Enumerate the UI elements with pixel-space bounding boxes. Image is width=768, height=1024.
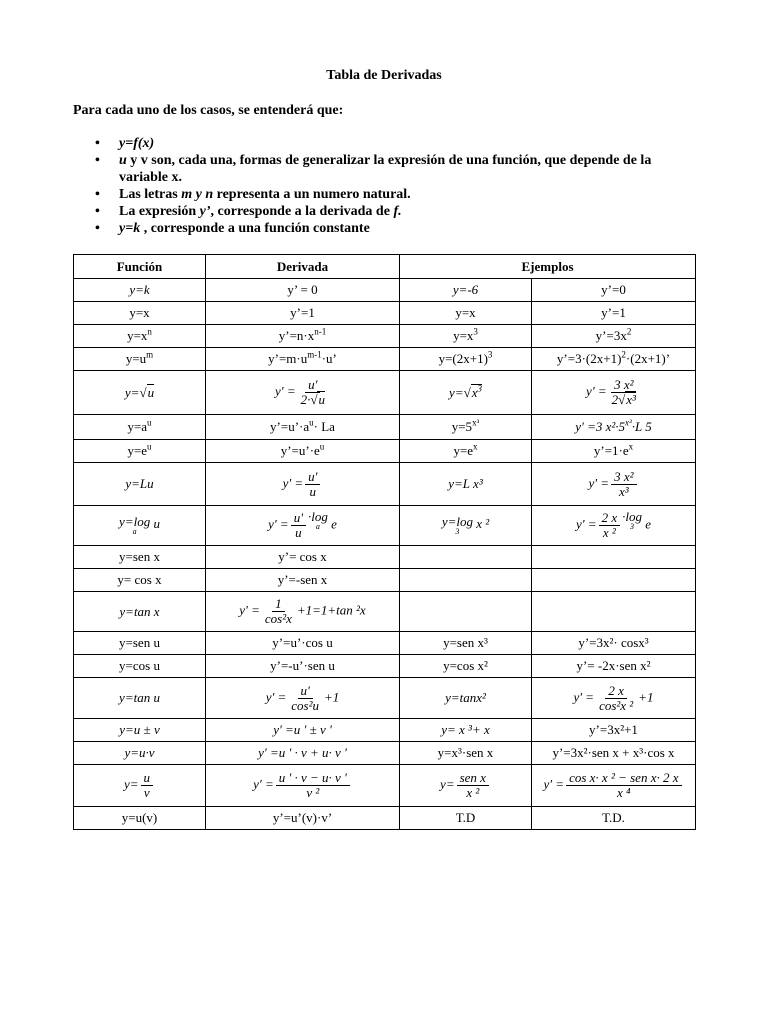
sqrt-icon: √ bbox=[139, 384, 147, 400]
numerator: u ' · v − u· v ' bbox=[276, 771, 350, 786]
sqrt-icon: √ bbox=[463, 384, 471, 400]
definition-text: Las letras bbox=[119, 187, 182, 202]
cell-text: y' = bbox=[268, 516, 289, 532]
superscript: 3 bbox=[473, 326, 478, 337]
cell-text: y’=u’·e bbox=[280, 443, 320, 458]
denominator: x ² bbox=[602, 525, 616, 540]
fraction bbox=[262, 597, 295, 626]
denominator: v bbox=[143, 785, 150, 800]
cell-text: y' = bbox=[575, 516, 597, 532]
cell-text: y=u bbox=[125, 351, 147, 366]
cell-text: y=k bbox=[129, 282, 150, 297]
cell-text: y=log bbox=[119, 513, 151, 529]
definition-text: y v son, cada una, formas de generalizar la expresión de una función, que depende de la variable x. bbox=[119, 153, 652, 185]
cell-funcion: y=cos u bbox=[74, 655, 206, 678]
cell-ejemplo-derivada bbox=[532, 463, 696, 506]
cell-text: 2 bbox=[611, 392, 619, 407]
radicand: u bbox=[318, 392, 325, 407]
numerator: 1 bbox=[272, 597, 285, 612]
denominator: u bbox=[309, 483, 317, 499]
cell-derivada bbox=[206, 592, 400, 632]
cell-ejemplo-derivada bbox=[532, 765, 696, 807]
cell-text: x ² bbox=[472, 515, 490, 531]
cell-text: +1 bbox=[638, 688, 654, 704]
superscript: x bbox=[628, 441, 634, 452]
superscript: n-1 bbox=[314, 326, 327, 337]
definitions-list bbox=[95, 135, 695, 237]
numerator: u' bbox=[291, 511, 306, 526]
cell-ejemplo bbox=[400, 546, 532, 569]
cell-funcion: y=u ± v bbox=[74, 719, 206, 742]
definition-item bbox=[95, 203, 695, 220]
cell-funcion: y=u·v bbox=[74, 742, 206, 765]
cell-ejemplo: T.D bbox=[400, 807, 532, 830]
cell-text: y' = bbox=[265, 688, 287, 704]
cell-derivada bbox=[206, 440, 400, 463]
cell-derivada: y' =u ' · v + u· v ' bbox=[206, 742, 400, 765]
table-row bbox=[74, 807, 696, 830]
cell-ejemplo-derivada: y’=1 bbox=[532, 302, 696, 325]
cell-text: e bbox=[641, 516, 651, 532]
cell-text: y’=n·x bbox=[278, 328, 315, 343]
cell-ejemplo bbox=[400, 765, 532, 807]
definition-item bbox=[95, 186, 695, 203]
table-row bbox=[74, 632, 696, 655]
cell-derivada: y' =u ' ± v ' bbox=[206, 719, 400, 742]
log-operator bbox=[441, 513, 473, 536]
cell-text: ·(2x+1)’ bbox=[625, 351, 671, 366]
table-row bbox=[74, 742, 696, 765]
cell-text: y’=m·u bbox=[268, 351, 308, 366]
derivatives-table bbox=[73, 254, 696, 830]
cell-ejemplo: y=cos x² bbox=[400, 655, 532, 678]
cell-funcion: y=u(v) bbox=[74, 807, 206, 830]
log-base: 3 bbox=[455, 526, 460, 536]
cell-text: y' = bbox=[573, 688, 595, 704]
radicand bbox=[471, 384, 482, 400]
fraction bbox=[566, 771, 681, 800]
table-row bbox=[74, 655, 696, 678]
superscript: u bbox=[319, 441, 325, 452]
numerator: cos x· x ² − sen x· 2 x bbox=[566, 771, 681, 786]
cell-ejemplo-derivada: y’= -2x·sen x² bbox=[532, 655, 696, 678]
cell-text: y=x bbox=[453, 328, 474, 343]
cell-text: x bbox=[471, 384, 478, 400]
superscript: x³ bbox=[625, 417, 632, 428]
superscript: n bbox=[147, 326, 152, 337]
cell-funcion bbox=[74, 279, 206, 302]
fraction bbox=[305, 470, 320, 499]
cell-derivada: y’=-sen x bbox=[206, 569, 400, 592]
fraction bbox=[599, 511, 621, 540]
cell-text: y= bbox=[124, 384, 140, 400]
log-base: a bbox=[132, 526, 137, 536]
cell-text: y=e bbox=[453, 443, 474, 458]
cell-text: y=log bbox=[441, 513, 473, 529]
definition-text: y=k bbox=[119, 221, 141, 236]
cell-derivada bbox=[206, 463, 400, 506]
cell-derivada bbox=[206, 765, 400, 807]
cell-text: y' =3 x²·5 bbox=[575, 419, 626, 434]
cell-ejemplo-derivada bbox=[532, 506, 696, 546]
fraction bbox=[457, 771, 489, 800]
cell-ejemplo-derivada bbox=[532, 325, 696, 348]
log-base: a bbox=[315, 522, 320, 531]
superscript: 2 bbox=[621, 349, 626, 360]
cell-derivada: y’= cos x bbox=[206, 546, 400, 569]
radicand: u bbox=[147, 384, 155, 400]
cell-text: y' = bbox=[239, 602, 260, 618]
fraction bbox=[288, 684, 322, 713]
superscript: u bbox=[147, 441, 152, 452]
header-ejemplos: Ejemplos bbox=[400, 255, 696, 279]
cell-ejemplo-derivada bbox=[532, 348, 696, 371]
cell-ejemplo bbox=[400, 371, 532, 415]
numerator: 3 x² bbox=[611, 378, 636, 393]
cell-ejemplo: y= x ³+ x bbox=[400, 719, 532, 742]
table-row bbox=[74, 765, 696, 807]
fraction bbox=[141, 771, 154, 800]
cell-text: ·log bbox=[622, 509, 642, 524]
cell-text: y=x bbox=[127, 328, 148, 343]
cell-text: y’=u’·a bbox=[270, 419, 310, 434]
cell-ejemplo bbox=[400, 325, 532, 348]
table-row bbox=[74, 415, 696, 440]
table-row bbox=[74, 569, 696, 592]
definition-text: , corresponde a la derivada de bbox=[210, 204, 394, 219]
sqrt-icon: √ bbox=[310, 392, 318, 407]
cell-funcion bbox=[74, 415, 206, 440]
cell-ejemplo-derivada: y’=0 bbox=[532, 279, 696, 302]
header-derivada: Derivada bbox=[206, 255, 400, 279]
cell-derivada: y’=u’(v)·v’ bbox=[206, 807, 400, 830]
definition-text: u bbox=[119, 153, 127, 168]
cell-funcion bbox=[74, 348, 206, 371]
cell-text: y=-6 bbox=[452, 282, 479, 297]
document-title: Tabla de Derivadas bbox=[326, 68, 442, 83]
cell-funcion: y= cos x bbox=[74, 569, 206, 592]
superscript: u bbox=[147, 417, 152, 428]
cell-funcion: y=tan u bbox=[74, 678, 206, 719]
superscript: 3 bbox=[487, 349, 493, 360]
table-row bbox=[74, 348, 696, 371]
intro-text: Para cada uno de los casos, se entenderá que: bbox=[73, 103, 344, 118]
cell-text: y’=3·(2x+1) bbox=[556, 351, 622, 366]
numerator: u bbox=[141, 771, 154, 786]
log-operator bbox=[622, 511, 642, 531]
numerator: u' bbox=[305, 470, 320, 485]
cell-ejemplo bbox=[400, 348, 532, 371]
header-funcion: Función bbox=[74, 255, 206, 279]
radicand: x³ bbox=[626, 392, 636, 407]
cell-funcion bbox=[74, 371, 206, 415]
denominator: cos²u bbox=[291, 697, 320, 713]
cell-ejemplo-derivada bbox=[532, 415, 696, 440]
cell-derivada: y’=-u’·sen u bbox=[206, 655, 400, 678]
cell-text: ·L 5 bbox=[631, 419, 652, 434]
table-row bbox=[74, 302, 696, 325]
fraction bbox=[611, 470, 636, 499]
superscript: u bbox=[309, 417, 314, 428]
definition-item bbox=[95, 152, 695, 186]
cell-funcion: y=sen x bbox=[74, 546, 206, 569]
definition-text: y’ bbox=[199, 204, 211, 219]
log-operator bbox=[308, 511, 328, 531]
superscript: 2 bbox=[626, 326, 632, 337]
fraction bbox=[609, 378, 639, 407]
definition-text: y=f(x) bbox=[119, 136, 155, 151]
table-row bbox=[74, 371, 696, 415]
definition-text: m y n bbox=[181, 187, 214, 202]
cell-ejemplo-derivada: y’=3x²+1 bbox=[532, 719, 696, 742]
superscript: m bbox=[146, 349, 154, 360]
cell-text: +1=1+tan ²x bbox=[296, 602, 366, 618]
cell-derivada: y’=1 bbox=[206, 302, 400, 325]
cell-ejemplo bbox=[400, 440, 532, 463]
denominator: x ² bbox=[466, 785, 480, 800]
numerator: 3 x² bbox=[611, 470, 636, 485]
denominator: cos²x ² bbox=[599, 697, 634, 713]
cell-ejemplo-derivada bbox=[532, 678, 696, 719]
cell-text: u bbox=[150, 515, 160, 531]
table-row bbox=[74, 325, 696, 348]
cell-derivada bbox=[206, 371, 400, 415]
superscript: x bbox=[473, 441, 478, 452]
cell-funcion bbox=[74, 440, 206, 463]
table-row bbox=[74, 592, 696, 632]
cell-ejemplo-derivada bbox=[532, 569, 696, 592]
table-row bbox=[74, 463, 696, 506]
denominator bbox=[298, 393, 328, 407]
cell-text: y' = bbox=[253, 776, 274, 792]
definition-text: f. bbox=[393, 204, 402, 219]
cell-text: y=a bbox=[127, 419, 148, 434]
fraction bbox=[291, 511, 306, 540]
cell-text: y=5 bbox=[451, 419, 473, 434]
cell-text: y=e bbox=[127, 443, 148, 458]
cell-ejemplo bbox=[400, 279, 532, 302]
cell-text: · La bbox=[313, 419, 335, 434]
definition-text: , corresponde a una función constante bbox=[140, 221, 370, 236]
numerator: u' bbox=[298, 684, 313, 699]
cell-funcion bbox=[74, 506, 206, 546]
cell-text: ·u’ bbox=[321, 351, 337, 366]
cell-text: y=(2x+1) bbox=[438, 351, 488, 366]
cell-text: y’=3x bbox=[595, 328, 627, 343]
cell-derivada bbox=[206, 325, 400, 348]
cell-derivada bbox=[206, 678, 400, 719]
cell-text: y= bbox=[440, 776, 455, 792]
cell-ejemplo-derivada bbox=[532, 592, 696, 632]
cell-text: y’=1·e bbox=[593, 443, 629, 458]
definition-text: representa a un numero natural. bbox=[213, 187, 411, 202]
cell-text: y' = bbox=[275, 383, 296, 399]
cell-ejemplo: y=x bbox=[400, 302, 532, 325]
cell-funcion: y=tan x bbox=[74, 592, 206, 632]
cell-ejemplo: y=L x³ bbox=[400, 463, 532, 506]
numerator: 2 x bbox=[605, 684, 627, 699]
table-row bbox=[74, 719, 696, 742]
cell-funcion: y=Lu bbox=[74, 463, 206, 506]
cell-ejemplo-derivada: T.D. bbox=[532, 807, 696, 830]
numerator: u' bbox=[305, 378, 320, 393]
denominator: x ⁴ bbox=[617, 785, 631, 800]
cell-text: +1 bbox=[324, 688, 340, 704]
table-row bbox=[74, 546, 696, 569]
superscript: 3 bbox=[477, 383, 482, 394]
cell-text: y= bbox=[449, 384, 464, 400]
cell-ejemplo bbox=[400, 415, 532, 440]
table-row bbox=[74, 440, 696, 463]
cell-ejemplo-derivada bbox=[532, 371, 696, 415]
cell-derivada bbox=[206, 348, 400, 371]
cell-funcion: y=x bbox=[74, 302, 206, 325]
table-row bbox=[74, 279, 696, 302]
cell-funcion bbox=[74, 765, 206, 807]
cell-text: e bbox=[327, 516, 337, 532]
numerator: sen x bbox=[457, 771, 489, 786]
fraction bbox=[276, 771, 350, 800]
cell-ejemplo: y=x³·sen x bbox=[400, 742, 532, 765]
fraction bbox=[298, 378, 328, 407]
cell-funcion bbox=[74, 325, 206, 348]
fraction bbox=[596, 684, 636, 713]
cell-ejemplo bbox=[400, 506, 532, 546]
cell-text: ·log bbox=[307, 509, 328, 524]
cell-derivada bbox=[206, 506, 400, 546]
superscript: m-1 bbox=[307, 349, 322, 360]
denominator: u bbox=[295, 525, 302, 540]
cell-funcion: y=sen u bbox=[74, 632, 206, 655]
denominator: cos²x bbox=[264, 611, 292, 626]
cell-derivada: y’=u’·cos u bbox=[206, 632, 400, 655]
cell-ejemplo bbox=[400, 569, 532, 592]
table-row bbox=[74, 506, 696, 546]
sqrt-icon: √ bbox=[618, 392, 626, 407]
cell-ejemplo: y=tanx² bbox=[400, 678, 532, 719]
cell-text: 2· bbox=[300, 392, 311, 407]
cell-derivada: y’ = 0 bbox=[206, 279, 400, 302]
superscript: x³ bbox=[472, 417, 480, 428]
log-operator bbox=[119, 513, 151, 536]
cell-ejemplo: y=sen x³ bbox=[400, 632, 532, 655]
cell-ejemplo-derivada bbox=[532, 546, 696, 569]
table-row bbox=[74, 678, 696, 719]
cell-ejemplo-derivada: y’=3x²· cosx³ bbox=[532, 632, 696, 655]
cell-ejemplo bbox=[400, 592, 532, 632]
definition-item bbox=[95, 220, 695, 237]
cell-ejemplo-derivada: y’=3x²·sen x + x³·cos x bbox=[532, 742, 696, 765]
cell-text: y' = bbox=[586, 383, 607, 399]
numerator: 2 x bbox=[599, 511, 621, 526]
denominator: v ² bbox=[306, 785, 320, 800]
denominator: x³ bbox=[618, 483, 629, 499]
cell-text: y' = bbox=[543, 776, 565, 792]
definition-text: La expresión bbox=[119, 204, 200, 219]
cell-ejemplo-derivada bbox=[532, 440, 696, 463]
table-header-row bbox=[74, 255, 696, 279]
cell-text: y' = bbox=[588, 474, 610, 490]
denominator bbox=[609, 393, 639, 407]
definition-item bbox=[95, 135, 695, 152]
cell-text: y= bbox=[123, 776, 139, 792]
log-base: 3 bbox=[630, 522, 635, 531]
cell-text: y' = bbox=[282, 474, 304, 490]
cell-derivada bbox=[206, 415, 400, 440]
